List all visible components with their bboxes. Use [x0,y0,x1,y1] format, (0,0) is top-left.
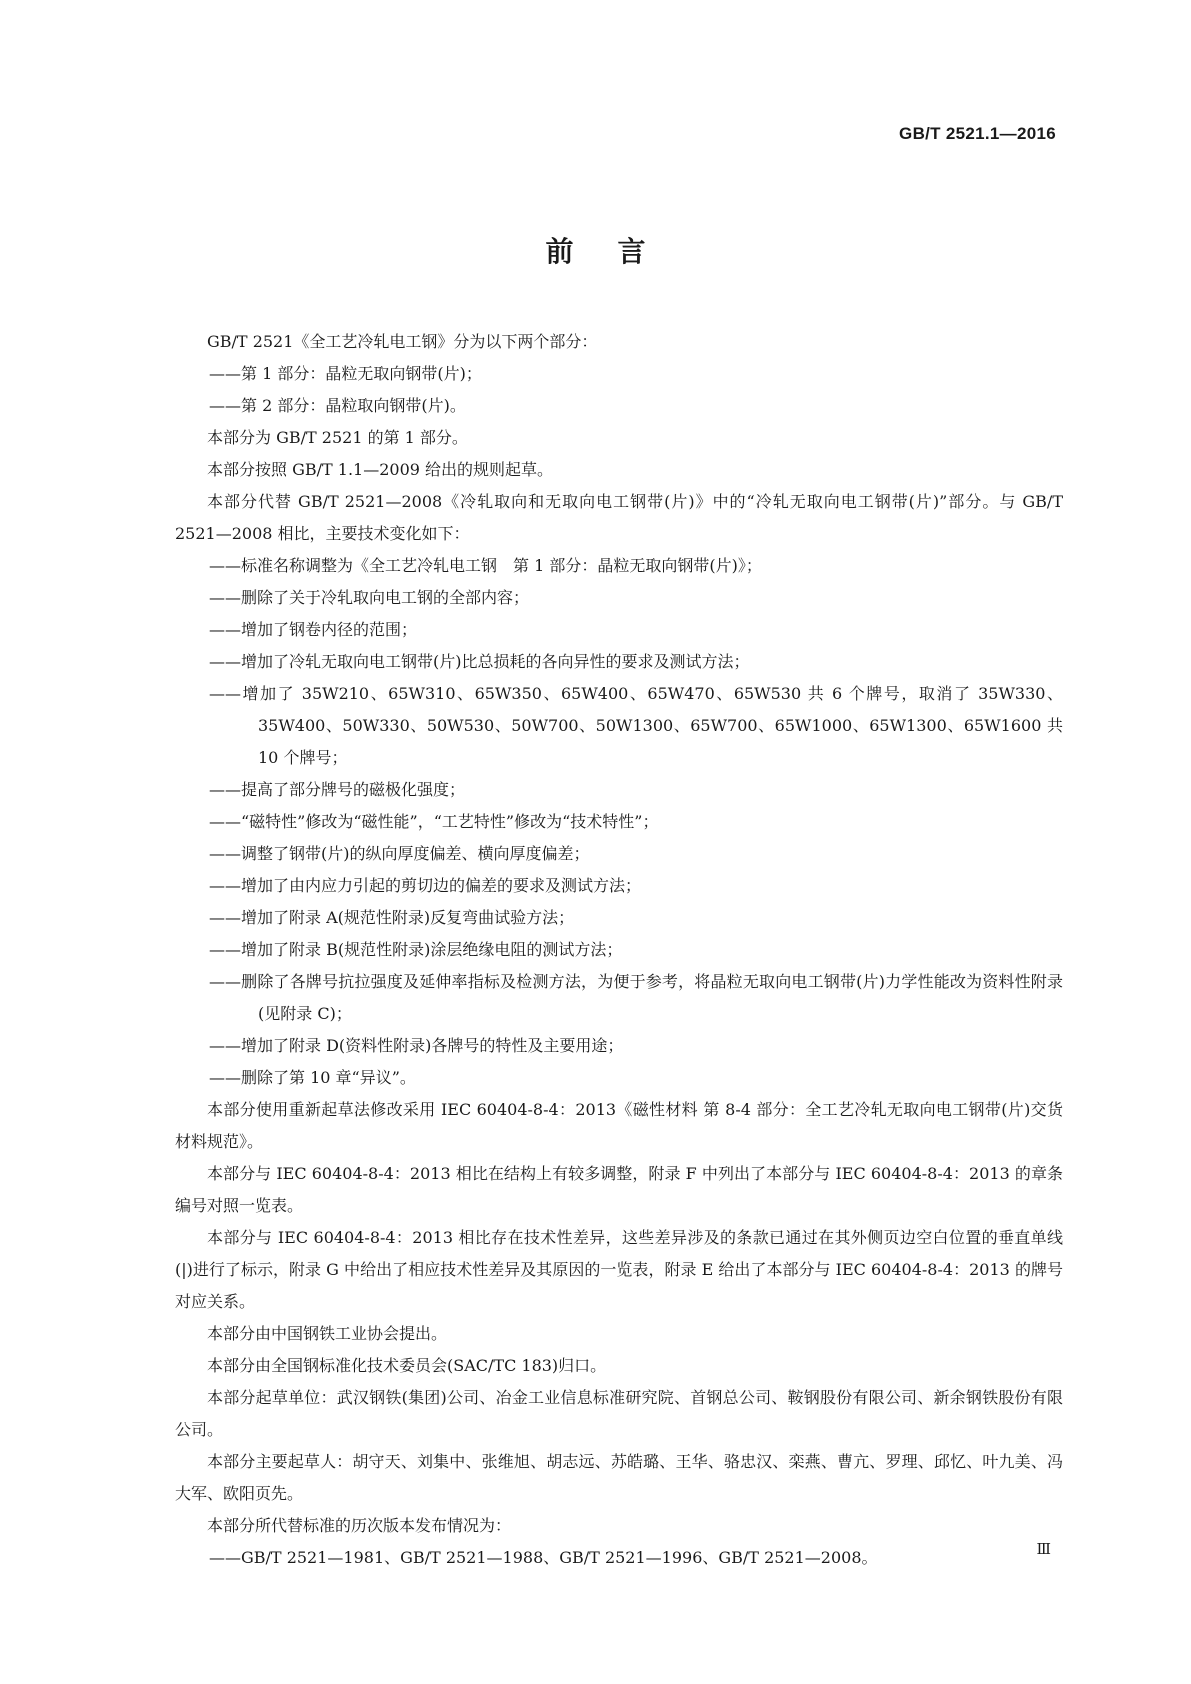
change-list-item: ——增加了冷轧无取向电工钢带(片)比总损耗的各向异性的要求及测试方法； [209,652,750,671]
change-list-item: ——“磁特性”修改为“磁性能”，“工艺特性”修改为“技术特性”； [209,812,659,831]
intro-paragraph: GB/T 2521《全工艺冷轧电工钢》分为以下两个部分： [207,332,598,351]
drafting-units-paragraph: 本部分起草单位：武汉钢铁(集团)公司、冶金工业信息标准研究院、首钢总公司、鞍钢股份有限公司、新余钢铁股份有限公司。 [175,1388,1063,1439]
page-title: 前言 [545,235,690,268]
change-list-item: ——调整了钢带(片)的纵向厚度偏差、横向厚度偏差； [209,844,590,863]
change-list-item: ——增加了附录 D(资料性附录)各牌号的特性及主要用途； [209,1036,624,1055]
change-list-item: ——增加了钢卷内径的范围； [209,620,418,639]
change-list-item: ——删除了各牌号抗拉强度及延伸率指标及检测方法，为便于参考，将晶粒无取向电工钢带(片)力学性能改为资料性附录(见附录 C)； [209,972,1063,1023]
drafting-rules-paragraph: 本部分按照 GB/T 1.1—2009 给出的规则起草。 [207,460,554,479]
page-number: Ⅲ [1036,1540,1051,1558]
iec-adoption-paragraph: 本部分使用重新起草法修改采用 IEC 60404-8-4：2013《磁性材料 第 8-4 部分：全工艺冷轧无取向电工钢带(片)交货材料规范》。 [175,1100,1063,1151]
foreword-body [175,326,1063,1574]
change-list-item: ——增加了附录 B(规范性附录)涂层绝缘电阻的测试方法； [209,940,623,959]
change-list-item: ——增加了由内应力引起的剪切边的偏差的要求及测试方法； [209,876,642,895]
structure-difference-paragraph: 本部分与 IEC 60404-8-4：2013 相比在结构上有较多调整，附录 F 中列出了本部分与 IEC 60404-8-4：2013 的章条编号对照一览表。 [175,1164,1063,1215]
committee-paragraph: 本部分由全国钢标准化技术委员会(SAC/TC 183)归口。 [207,1356,607,1375]
change-list-item: ——提高了部分牌号的磁极化强度； [209,780,466,799]
history-intro-paragraph: 本部分所代替标准的历次版本发布情况为： [207,1516,512,1535]
parts-list-item: ——第 2 部分：晶粒取向钢带(片)。 [209,396,466,415]
scope-paragraph: 本部分为 GB/T 2521 的第 1 部分。 [207,428,468,447]
change-list-item: ——删除了第 10 章“异议”。 [209,1068,416,1087]
proposer-paragraph: 本部分由中国钢铁工业协会提出。 [207,1324,448,1343]
replacement-paragraph: 本部分代替 GB/T 2521—2008《冷轧取向和无取向电工钢带(片)》中的“冷轧无取向电工钢带(片)”部分。与 GB/T 2521—2008 相比，主要技术变化如下： [175,492,1063,543]
change-list-item: ——增加了附录 A(规范性附录)反复弯曲试验方法； [209,908,575,927]
technical-difference-paragraph: 本部分与 IEC 60404-8-4：2013 相比存在技术性差异，这些差异涉及的条款已通过在其外侧页边空白位置的垂直单线(|)进行了标示，附录 G 中给出了相应技术性差异及其原因的一览表，附录 E 给出了本部分与 IEC 60404-8-4：2013 的牌号对应关系。 [175,1228,1063,1311]
drafters-paragraph: 本部分主要起草人：胡守天、刘集中、张维旭、胡志远、苏皓璐、王华、骆忠汉、栾燕、曹亢、罗理、邱忆、叶九美、冯大军、欧阳页先。 [175,1452,1063,1503]
history-list-item: ——GB/T 2521—1981、GB/T 2521—1988、GB/T 2521—1996、GB/T 2521—2008。 [209,1548,878,1567]
standard-code: GB/T 2521.1—2016 [899,124,1056,143]
change-list-item: ——删除了关于冷轧取向电工钢的全部内容； [209,588,530,607]
change-list-item: ——增加了 35W210、65W310、65W350、65W400、65W470、65W530 共 6 个牌号，取消了 35W330、35W400、50W330、50W530、50W700、50W1300、65W700、65W1000、65W1300、65W1600 共 10 个牌号； [209,684,1063,767]
change-list-item: ——标准名称调整为《全工艺冷轧电工钢 第 1 部分：晶粒无取向钢带(片)》； [209,556,762,575]
parts-list-item: ——第 1 部分：晶粒无取向钢带(片)； [209,364,482,383]
